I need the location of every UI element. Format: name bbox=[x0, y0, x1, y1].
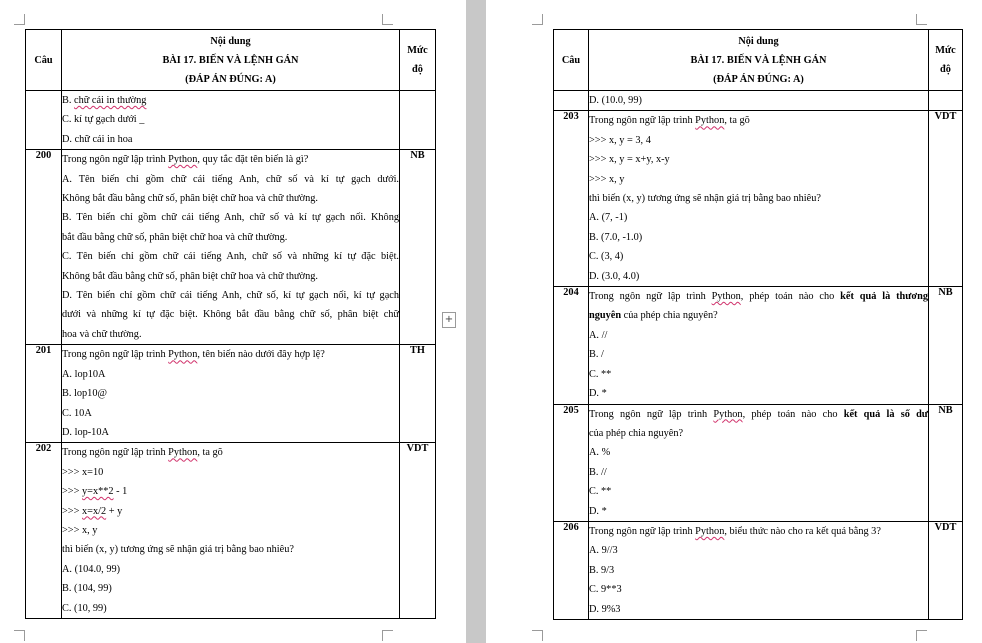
table-body-right bbox=[554, 91, 963, 620]
question-text-line bbox=[589, 111, 928, 130]
question-text-line bbox=[62, 150, 399, 169]
spellcheck-flagged-word: chữ cái in thường bbox=[74, 95, 147, 106]
page-corner-mark bbox=[14, 630, 25, 641]
answer-option-line bbox=[589, 600, 928, 619]
question-number: 205 bbox=[554, 404, 589, 521]
question-number: 204 bbox=[554, 287, 589, 404]
answer-option-line bbox=[589, 326, 928, 345]
question-number: 201 bbox=[26, 345, 62, 443]
header-question-number: Câu bbox=[26, 30, 62, 91]
question-row bbox=[26, 150, 436, 345]
document-page-right bbox=[486, 0, 982, 643]
text-run: , tên biến nào dưới đây hợp lệ? bbox=[197, 349, 325, 361]
text-run: A. 9//3 bbox=[589, 545, 618, 557]
answer-option-line bbox=[62, 208, 399, 227]
question-text-line bbox=[589, 91, 928, 110]
answer-option-line bbox=[62, 365, 399, 384]
question-row bbox=[554, 91, 963, 111]
answer-option-line bbox=[62, 110, 399, 129]
text-run: >>> x, y = 3, 4 bbox=[589, 134, 651, 146]
text-run: D. chữ cái in hoa bbox=[62, 133, 133, 145]
header-lesson-title: BÀI 17. BIẾN VÀ LỆNH GÁN bbox=[162, 54, 299, 66]
text-run: bắt đầu bằng chữ số, phân biệt chữ hoa và chữ thường. bbox=[62, 231, 288, 243]
text-run: >>> x, y = x+y, x-y bbox=[589, 154, 670, 166]
text-run: A. // bbox=[589, 329, 608, 341]
question-number: 202 bbox=[26, 443, 62, 619]
text-run: Trong ngôn ngữ lập trình bbox=[589, 115, 696, 127]
table-body-left bbox=[26, 91, 436, 619]
text-run: , quy tắc đặt tên biến là gì? bbox=[197, 154, 309, 166]
answer-option-line bbox=[589, 561, 928, 580]
text-run: D. (3.0, 4.0) bbox=[589, 270, 640, 282]
difficulty-level: NB bbox=[929, 404, 963, 521]
header-content bbox=[589, 30, 929, 91]
question-number bbox=[26, 91, 62, 150]
spellcheck-flagged-word: x=x/2 bbox=[82, 505, 107, 517]
answer-option-line bbox=[62, 521, 399, 540]
answer-option-line bbox=[62, 130, 399, 149]
text-run: D. * bbox=[589, 505, 607, 517]
text-run: C. (10, 99) bbox=[62, 602, 107, 614]
text-run: C. kí tự gạch dưới _ bbox=[62, 114, 145, 126]
question-row bbox=[554, 404, 963, 521]
text-run: D. Tên biến chỉ gồm chữ cái tiếng Anh, chữ số, kí tự gạch nối, kí tự gạch bbox=[62, 290, 399, 302]
question-text-line bbox=[62, 91, 399, 110]
question-text-line bbox=[62, 345, 399, 364]
text-run: C. 9**3 bbox=[589, 584, 622, 596]
answer-option-line bbox=[589, 150, 928, 169]
text-run: D. (10.0, 99) bbox=[589, 95, 642, 106]
text-run: D. * bbox=[589, 388, 607, 400]
header-question-number: Câu bbox=[554, 30, 589, 91]
text-run: Không bắt đầu bằng chữ số, phân biệt chữ hoa và chữ thường. bbox=[62, 193, 318, 205]
answer-option-line bbox=[589, 384, 928, 403]
text-run: D. 9%3 bbox=[589, 603, 621, 615]
page-corner-mark bbox=[916, 14, 927, 25]
text-run: A. (7, -1) bbox=[589, 212, 628, 224]
text-run: hoa và chữ thường. bbox=[62, 328, 142, 340]
spellcheck-flagged-word: y=x**2 bbox=[82, 486, 114, 498]
text-run: thì biến (x, y) tương ứng sẽ nhận giá trị bằng bao nhiêu? bbox=[589, 193, 821, 205]
answer-option-line bbox=[589, 443, 928, 462]
answer-option-line bbox=[62, 540, 399, 559]
text-run: B. Tên biến chỉ gồm chữ cái tiếng Anh, chữ số và kí tự gạch nối. Không bbox=[62, 212, 399, 224]
text-run: của phép chia nguyên? bbox=[589, 427, 684, 439]
header-content bbox=[62, 30, 400, 91]
question-number: 206 bbox=[554, 521, 589, 619]
question-number: 200 bbox=[26, 150, 62, 345]
table-header-row bbox=[26, 30, 436, 91]
question-text-line bbox=[589, 287, 928, 306]
document-page-left bbox=[0, 0, 466, 643]
header-lesson-title: BÀI 17. BIẾN VÀ LỆNH GÁN bbox=[690, 54, 827, 66]
answer-option-line bbox=[589, 502, 928, 521]
answer-option-line bbox=[62, 325, 399, 344]
header-answer-note: (ĐÁP ÁN ĐÚNG: A) bbox=[713, 73, 804, 85]
text-run: A. lop10A bbox=[62, 368, 106, 380]
text-run: dưới và những kí tự đặc biệt. Không bắt đầu bằng chữ số, phân biệt chữ bbox=[62, 309, 399, 321]
question-content bbox=[62, 443, 400, 619]
answer-option-line bbox=[62, 305, 399, 324]
question-table-left bbox=[25, 29, 436, 619]
answer-option-line bbox=[589, 267, 928, 286]
text-run: Trong ngôn ngữ lập trình bbox=[62, 154, 169, 166]
table-header-row bbox=[554, 30, 963, 91]
question-text-line bbox=[62, 443, 399, 462]
answer-option-line bbox=[589, 131, 928, 150]
question-content bbox=[62, 345, 400, 443]
question-content bbox=[589, 91, 929, 111]
answer-option-line bbox=[589, 306, 928, 325]
page-corner-mark bbox=[382, 14, 393, 25]
spellcheck-flagged-word: Python bbox=[168, 154, 198, 166]
answer-option-line bbox=[589, 228, 928, 247]
difficulty-level: VDT bbox=[929, 521, 963, 619]
text-run: , ta gõ bbox=[197, 447, 223, 459]
difficulty-level bbox=[929, 91, 963, 111]
header-level bbox=[400, 30, 436, 91]
text-run: B. lop10@ bbox=[62, 388, 107, 400]
answer-option-line bbox=[62, 502, 399, 521]
answer-option-line bbox=[62, 463, 399, 482]
header-content-title: Nội dung bbox=[210, 35, 251, 47]
answer-option-line bbox=[62, 170, 399, 189]
spellcheck-flagged-word: Python bbox=[713, 408, 743, 420]
answer-option-line bbox=[62, 599, 399, 618]
difficulty-level: VDT bbox=[400, 443, 436, 619]
text-run: B. (7.0, -1.0) bbox=[589, 231, 643, 243]
question-row bbox=[554, 521, 963, 619]
answer-option-line bbox=[62, 286, 399, 305]
text-run: Trong ngôn ngữ lập trình bbox=[589, 525, 696, 537]
answer-option-line bbox=[62, 247, 399, 266]
text-run: D. lop-10A bbox=[62, 426, 109, 438]
answer-option-line bbox=[62, 482, 399, 501]
answer-option-line bbox=[62, 423, 399, 442]
text-run: A. Tên biến chỉ gồm chữ cái tiếng Anh, chữ số và kí tự gạch dưới. bbox=[62, 173, 399, 185]
spellcheck-flagged-word: Python bbox=[711, 291, 741, 303]
difficulty-level bbox=[400, 91, 436, 150]
spellcheck-flagged-word: Python bbox=[168, 349, 198, 361]
answer-option-line bbox=[589, 482, 928, 501]
answer-option-line bbox=[62, 404, 399, 423]
text-run: C. 10A bbox=[62, 407, 92, 419]
answer-option-line bbox=[589, 208, 928, 227]
answer-option-line bbox=[589, 189, 928, 208]
page-corner-mark bbox=[14, 14, 25, 25]
text-run: >>> bbox=[62, 486, 82, 498]
answer-option-line bbox=[589, 170, 928, 189]
text-run: Trong ngôn ngữ lập trình bbox=[589, 408, 714, 420]
text-run: >>> bbox=[62, 505, 82, 517]
question-content bbox=[589, 521, 929, 619]
question-text-line bbox=[589, 522, 928, 541]
answer-option-line bbox=[62, 189, 399, 208]
question-number: 203 bbox=[554, 111, 589, 287]
header-content-title: Nội dung bbox=[738, 35, 779, 47]
text-run: >>> x, y bbox=[62, 524, 98, 536]
header-level-line-1: Mức bbox=[935, 45, 956, 56]
answer-option-line bbox=[62, 267, 399, 286]
text-run: Trong ngôn ngữ lập trình bbox=[589, 291, 712, 303]
question-content bbox=[589, 111, 929, 287]
text-run: , biểu thức nào cho ra kết quả bằng 3? bbox=[724, 525, 881, 537]
spellcheck-flagged-word: Python bbox=[168, 447, 198, 459]
text-run: C. ** bbox=[589, 486, 612, 498]
answer-option-line bbox=[589, 345, 928, 364]
question-table-right bbox=[553, 29, 963, 620]
question-row bbox=[554, 111, 963, 287]
answer-option-line bbox=[589, 541, 928, 560]
page-corner-mark bbox=[532, 14, 543, 25]
text-run: >>> x, y bbox=[589, 173, 625, 185]
header-level bbox=[929, 30, 963, 91]
answer-option-line bbox=[589, 424, 928, 443]
header-level-line-2: độ bbox=[412, 64, 423, 75]
question-row bbox=[26, 345, 436, 443]
text-run: >>> x=10 bbox=[62, 466, 104, 478]
header-level-line-2: độ bbox=[940, 64, 951, 75]
text-run: C. ** bbox=[589, 368, 612, 380]
difficulty-level: NB bbox=[400, 150, 436, 345]
text-run: của phép chia nguyên? bbox=[621, 310, 718, 322]
text-run: B. // bbox=[589, 466, 607, 478]
answer-option-line bbox=[62, 560, 399, 579]
question-row bbox=[554, 287, 963, 404]
text-run: A. % bbox=[589, 447, 611, 459]
text-run: , phép toán nào cho bbox=[740, 291, 841, 303]
answer-option-line bbox=[62, 384, 399, 403]
difficulty-level: NB bbox=[929, 287, 963, 404]
text-run: Không bắt đầu bằng chữ số, phân biệt chữ hoa và chữ thường. bbox=[62, 270, 318, 282]
question-content bbox=[589, 404, 929, 521]
text-run: + y bbox=[106, 505, 123, 517]
spellcheck-flagged-word: Python bbox=[695, 525, 725, 537]
question-content bbox=[589, 287, 929, 404]
question-number bbox=[554, 91, 589, 111]
page-corner-mark bbox=[382, 630, 393, 641]
text-run: C. (3, 4) bbox=[589, 251, 624, 263]
table-move-handle-icon[interactable]: + bbox=[442, 312, 456, 328]
text-run: , ta gõ bbox=[724, 115, 750, 127]
text-run: Trong ngôn ngữ lập trình bbox=[62, 349, 169, 361]
answer-option-line bbox=[589, 247, 928, 266]
answer-option-line bbox=[62, 579, 399, 598]
text-run: B. / bbox=[589, 349, 604, 361]
spellcheck-flagged-word: Python bbox=[695, 115, 725, 127]
answer-option-line bbox=[589, 365, 928, 384]
question-text-line bbox=[589, 405, 928, 424]
question-content bbox=[62, 150, 400, 345]
bold-text: kết quả là số dư bbox=[843, 408, 928, 420]
answer-option-line bbox=[589, 463, 928, 482]
answer-option-line bbox=[62, 228, 399, 247]
difficulty-level: TH bbox=[400, 345, 436, 443]
text-run: A. (104.0, 99) bbox=[62, 563, 121, 575]
text-run: , phép toán nào cho bbox=[742, 408, 844, 420]
text-run: C. Tên biến chỉ gồm chữ cái tiếng Anh, chữ số và những kí tự đặc biệt. bbox=[62, 251, 399, 263]
header-level-line-1: Mức bbox=[407, 45, 428, 56]
text-run: B. (104, 99) bbox=[62, 583, 112, 595]
text-run: B. 9/3 bbox=[589, 564, 615, 576]
text-run: - 1 bbox=[113, 486, 128, 498]
answer-option-line bbox=[589, 580, 928, 599]
difficulty-level: VDT bbox=[929, 111, 963, 287]
bold-text: nguyên bbox=[589, 310, 622, 322]
question-content bbox=[62, 91, 400, 150]
text-run: thì biến (x, y) tương ứng sẽ nhận giá trị bằng bao nhiêu? bbox=[62, 544, 294, 556]
question-row bbox=[26, 443, 436, 619]
text-run: B. bbox=[62, 95, 75, 106]
text-run: Trong ngôn ngữ lập trình bbox=[62, 447, 169, 459]
header-answer-note: (ĐÁP ÁN ĐÚNG: A) bbox=[185, 73, 276, 85]
page-corner-mark bbox=[532, 630, 543, 641]
page-corner-mark bbox=[916, 630, 927, 641]
question-row bbox=[26, 91, 436, 150]
bold-text: kết quả là thương bbox=[840, 291, 928, 303]
